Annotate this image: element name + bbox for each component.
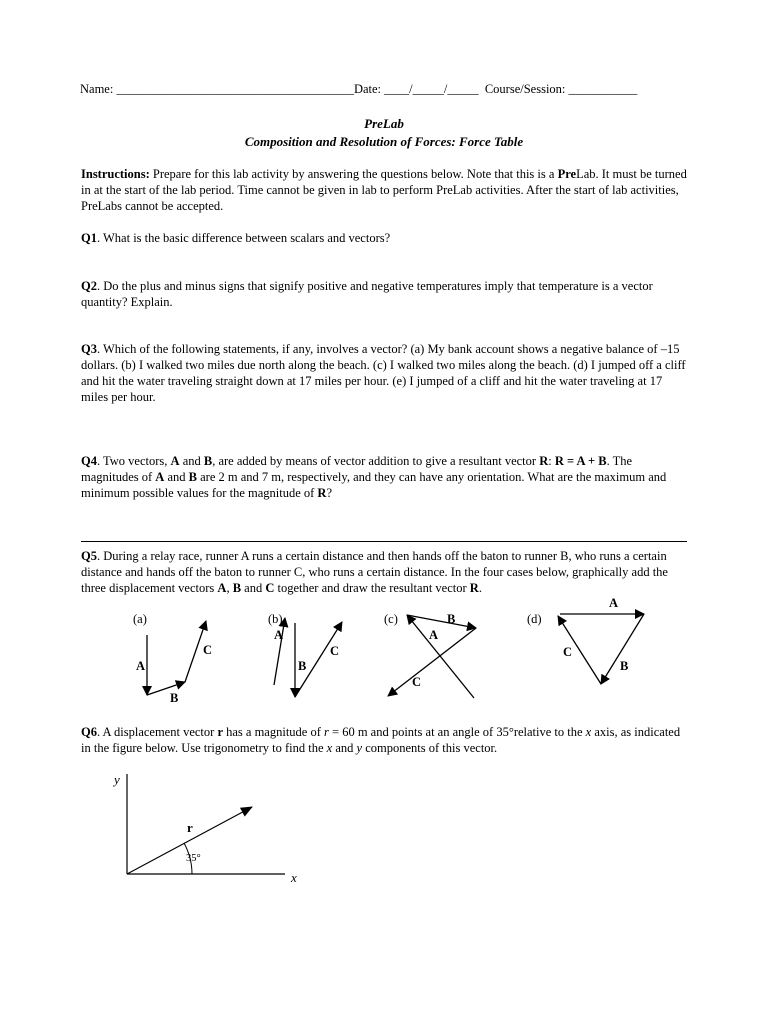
q4-vector-a: A xyxy=(170,454,180,468)
q1-label: Q1 xyxy=(81,231,97,245)
question-1 xyxy=(81,230,691,246)
fig-d-label-c: C xyxy=(563,645,573,659)
instructions-text: Prepare for this lab activity by answering the questions below. Note that this is a xyxy=(149,167,558,181)
fig-d-label-b: B xyxy=(620,659,629,673)
q6-x: x xyxy=(326,741,333,755)
y-axis-label: y xyxy=(114,772,120,787)
x-axis-label: x xyxy=(291,870,297,885)
q2-text: . Do the plus and minus signs that signify positive and negative temperatures imply that temperature is a vector quantity? Explain. xyxy=(81,279,653,309)
q6-x: x xyxy=(585,725,592,739)
fig-b-label-a: A xyxy=(274,628,284,642)
q3-text: . Which of the following statements, if any, involves a vector? (a) My bank account shows a negative balance of –15 dollars. (b) I walked two miles due north along the beach. (c) I walked two miles along the beach. (d) I jumped off a cliff and hit the water traveling straight down at 17 miles per hour. (e) I jumped of a cliff and hit the water traveling at 17 miles per hour. xyxy=(81,342,686,404)
q6-magnitude-r: r xyxy=(324,725,329,739)
fig-c-label-c: C xyxy=(412,675,422,689)
q6-text: axis, as indicated in the figure below. Use trigonometry to find the xyxy=(81,725,681,755)
q4-vector-b: B xyxy=(188,470,197,484)
fig-c-label-b: B xyxy=(447,612,456,626)
q4-vector-r: R xyxy=(539,454,549,468)
q6-label: Q6 xyxy=(81,725,97,739)
q1-text: . What is the basic difference between scalars and vectors? xyxy=(96,231,391,245)
q6-text: components of this vector. xyxy=(362,741,498,755)
question-3 xyxy=(81,341,691,405)
fig-a-label: (a) xyxy=(133,612,147,626)
question-6 xyxy=(81,724,691,756)
fig-a-label-b: B xyxy=(170,691,179,705)
page-subtitle: Composition and Resolution of Forces: Force Table xyxy=(244,134,524,149)
q6-y: y xyxy=(356,741,363,755)
instructions-bold: Pre xyxy=(557,167,577,181)
q5-text: together and draw the resultant vector xyxy=(274,581,470,595)
course-field-label[interactable]: Course/Session: ___________ xyxy=(484,82,638,96)
fig-a-label-c: C xyxy=(203,643,213,657)
fig-b-label-c: C xyxy=(330,644,340,658)
fig-a-label-a: A xyxy=(136,659,146,673)
q6-text: . A displacement vector xyxy=(96,725,218,739)
fig-a-vector-b xyxy=(147,682,185,695)
vector-figures xyxy=(0,590,768,715)
q4-equation: R = A + B xyxy=(554,454,607,468)
q4-text: ? xyxy=(326,486,333,500)
fig-d-label-a: A xyxy=(609,596,619,610)
q4-label: Q4 xyxy=(81,454,97,468)
name-field-label[interactable]: Name: ______________________________________ xyxy=(80,82,354,96)
q3-label: Q3 xyxy=(81,342,97,356)
fig-b-label-b: B xyxy=(298,659,307,673)
q5-vector-c: C xyxy=(265,581,275,595)
q4-text: : xyxy=(548,454,555,468)
q5-vector-b: B xyxy=(232,581,242,595)
fig-d-vector-b xyxy=(601,614,644,684)
displacement-figure xyxy=(100,768,320,888)
instructions-text-rest: Lab. It must be turned in at the start of the lab period. Time cannot be given in lab to perform PreLab activities. After the start of lab activities, PreLabs cannot be accepted. xyxy=(81,167,687,213)
q4-text: . The magnitudes of xyxy=(81,454,633,484)
q4-text: are 2 m and 7 m, respectively, and they can have any orientation. What are the maximum and minimum possible values for the magnitude of xyxy=(81,470,667,500)
question-2 xyxy=(81,278,691,310)
angle-label: 35° xyxy=(186,853,201,864)
instructions-paragraph xyxy=(81,166,691,214)
q5-text: . xyxy=(478,581,482,595)
q5-label: Q5 xyxy=(81,549,97,563)
q4-vector-r: R xyxy=(317,486,327,500)
q5-text: . During a relay race, runner A runs a certain distance and then hands off the baton to runner B, who runs a certain distance and hands off the baton to runner C, who runs a certain distance. In the four cases below, graphically add the three displacement vectors xyxy=(81,549,668,595)
q4-text: and xyxy=(179,454,204,468)
section-divider xyxy=(81,541,687,542)
q6-text: = 60 m and points at an angle of 35°relative to the xyxy=(328,725,586,739)
fig-c-label: (c) xyxy=(384,612,398,626)
q5-text: and xyxy=(241,581,266,595)
question-5 xyxy=(81,548,691,596)
fig-d-label: (d) xyxy=(527,612,542,626)
q5-vector-a: A xyxy=(217,581,227,595)
question-4 xyxy=(81,453,691,501)
instructions-label: Instructions: xyxy=(81,167,150,181)
q6-text: and xyxy=(332,741,357,755)
fig-c-label-a: A xyxy=(429,628,439,642)
q4-text: and xyxy=(164,470,189,484)
fig-c-vector-b xyxy=(407,615,476,628)
q4-vector-a: A xyxy=(155,470,165,484)
header-line xyxy=(80,82,637,97)
fig-b-label: (b) xyxy=(268,612,283,626)
q4-vector-b: B xyxy=(203,454,213,468)
page-title: PreLab xyxy=(364,116,404,131)
q5-vector-r: R xyxy=(469,581,479,595)
vector-r-label: r xyxy=(187,820,193,835)
q6-text: has a magnitude of xyxy=(223,725,325,739)
q2-label: Q2 xyxy=(81,279,97,293)
q5-text: , xyxy=(226,581,233,595)
q6-vector-r: r xyxy=(217,725,223,739)
q4-text: , are added by means of vector addition to give a resultant vector xyxy=(212,454,540,468)
q4-text: . Two vectors, xyxy=(96,454,171,468)
date-field-label[interactable]: Date: ____/_____/_____ xyxy=(353,82,479,96)
